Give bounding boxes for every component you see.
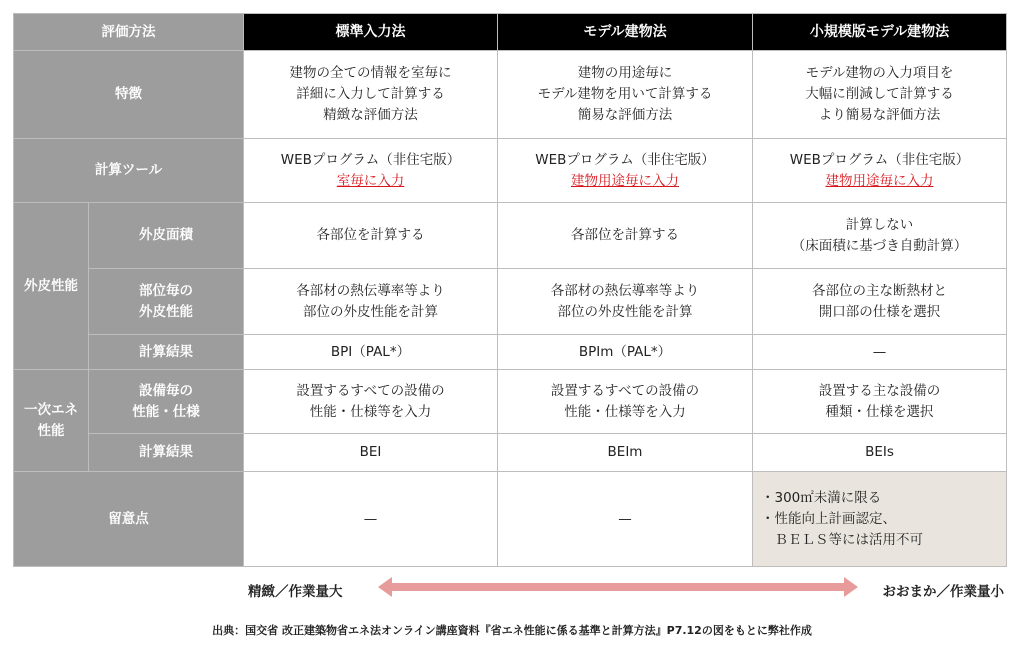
energy-result-label: 計算結果 xyxy=(89,434,244,472)
energy-result-row xyxy=(14,434,1007,472)
energy-equipment-row xyxy=(14,370,1007,434)
col-model-building: モデル建物法 xyxy=(498,14,753,51)
scale-right-label: おおまか／作業量小 xyxy=(882,584,1004,600)
envelope-area-c1: 各部位を計算する xyxy=(244,203,498,269)
tool-c3-note: 建物用途毎に入力 xyxy=(825,172,934,189)
tool-label: 計算ツール xyxy=(14,139,244,203)
envelope-parts-label: 部位毎の 外皮性能 xyxy=(89,269,244,335)
features-label: 特徴 xyxy=(14,51,244,139)
col-standard-input: 標準入力法 xyxy=(244,14,498,51)
energy-equipment-c2: 設置するすべての設備の 性能・仕様等を入力 xyxy=(498,370,753,434)
notes-c3: ・300㎡未満に限る ・性能向上計画認定、 ＢＥＬＳ等には活用不可 xyxy=(753,472,1007,567)
tool-c3: WEBプログラム（非住宅版） 建物用途毎に入力 xyxy=(753,139,1007,203)
envelope-result-c1: BPI（PAL*） xyxy=(244,335,498,370)
source-citation: 出典：国交省 改正建築物省エネ法オンライン講座資料『省エネ性能に係る基準と計算方法』P7.12の図をもとに弊社作成 xyxy=(212,624,812,637)
scale-left-label: 精緻／作業量大 xyxy=(248,584,343,600)
energy-group-label: 一次エネ 性能 xyxy=(14,370,89,472)
envelope-area-row xyxy=(14,203,1007,269)
tool-c2-note: 建物用途毎に入力 xyxy=(571,172,679,189)
envelope-result-c2: BPIm（PAL*） xyxy=(498,335,753,370)
double-arrow-icon xyxy=(378,576,858,598)
features-row xyxy=(14,51,1007,139)
tool-c1: WEBプログラム（非住宅版） 室毎に入力 xyxy=(244,139,498,203)
envelope-parts-c2: 各部材の熱伝導率等より 部位の外皮性能を計算 xyxy=(498,269,753,335)
envelope-result-c3: — xyxy=(753,335,1007,370)
scale-row xyxy=(0,572,1024,600)
energy-equipment-c3: 設置する主な設備の 種類・仕様を選択 xyxy=(753,370,1007,434)
energy-equipment-label: 設備毎の 性能・仕様 xyxy=(89,370,244,434)
envelope-parts-row xyxy=(14,269,1007,335)
envelope-result-row xyxy=(14,335,1007,370)
tool-row xyxy=(14,139,1007,203)
envelope-parts-c3: 各部位の主な断熱材と 開口部の仕様を選択 xyxy=(753,269,1007,335)
notes-c2: — xyxy=(498,472,753,567)
features-c3: モデル建物の入力項目を 大幅に削減して計算する より簡易な評価方法 xyxy=(753,51,1007,139)
energy-result-c1: BEI xyxy=(244,434,498,472)
tool-c2: WEBプログラム（非住宅版） 建物用途毎に入力 xyxy=(498,139,753,203)
envelope-area-c3: 計算しない （床面積に基づき自動計算） xyxy=(753,203,1007,269)
energy-equipment-c1: 設置するすべての設備の 性能・仕様等を入力 xyxy=(244,370,498,434)
envelope-parts-c1: 各部材の熱伝導率等より 部位の外皮性能を計算 xyxy=(244,269,498,335)
notes-c1: — xyxy=(244,472,498,567)
envelope-group-label: 外皮性能 xyxy=(14,203,89,370)
envelope-area-c2: 各部位を計算する xyxy=(498,203,753,269)
features-c1: 建物の全ての情報を室毎に 詳細に入力して計算する 精緻な評価方法 xyxy=(244,51,498,139)
tool-c1-note: 室毎に入力 xyxy=(336,172,405,189)
envelope-result-label: 計算結果 xyxy=(89,335,244,370)
envelope-area-label: 外皮面積 xyxy=(89,203,244,269)
notes-label: 留意点 xyxy=(14,472,244,567)
header-row xyxy=(14,14,1007,51)
comparison-table xyxy=(13,13,1007,567)
energy-result-c2: BEIm xyxy=(498,434,753,472)
col-small-model-building: 小規模版モデル建物法 xyxy=(753,14,1007,51)
energy-result-c3: BEIs xyxy=(753,434,1007,472)
features-c2: 建物の用途毎に モデル建物を用いて計算する 簡易な評価方法 xyxy=(498,51,753,139)
method-header: 評価方法 xyxy=(14,14,244,51)
notes-row xyxy=(14,472,1007,567)
